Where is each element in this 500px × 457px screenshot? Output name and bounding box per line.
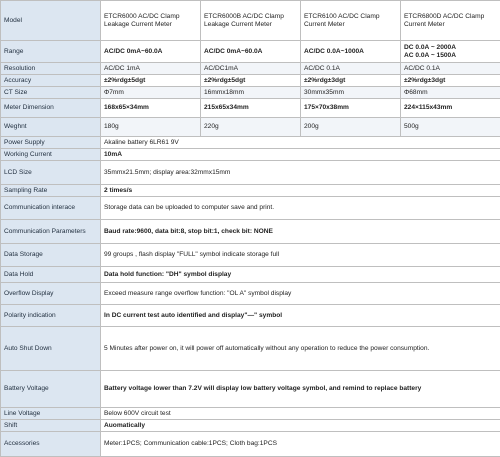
weight-value: 500g [401,118,500,137]
model-name-line1: ETCR6000B AC/DC Clamp [204,13,297,20]
weight-value: 200g [301,118,401,137]
row-label: Communication interace [1,197,101,220]
table-row-lcd-size [1,161,500,185]
range-value: AC/DC 0mA~60.0A [101,41,201,63]
model-name-cell [201,1,301,41]
table-row-ct-size [1,87,500,99]
spec-value: Storage data can be uploaded to computer save and print. [101,197,500,220]
spec-value: Auomatically [101,420,500,432]
ct-size-value: 16mmx18mm [201,87,301,99]
spec-value: Battery voltage lower than 7.2V will display low battery voltage symbol, and remind to replace battery [101,371,500,408]
row-label: LCD Size [1,161,101,185]
spec-value: Akaline battery 6LR61 9V [101,137,500,149]
dimension-value: 168x65×34mm [101,99,201,118]
weight-value: 220g [201,118,301,137]
range-value-dc: DC 0.0A ~ 2000A [404,44,497,51]
row-label: Line Voltage [1,408,101,420]
accuracy-value: ±2%rdg±5dgt [201,75,301,87]
table-row-model [1,1,500,41]
spec-value: 2 times/s [101,185,500,197]
model-name-line2: Current Meter [304,21,397,28]
row-label: Sampling Rate [1,185,101,197]
row-label: Shift [1,420,101,432]
spec-value: In DC current test auto identified and display"—" symbol [101,305,500,327]
spec-value: Below 600V circuit test [101,408,500,420]
row-label: Data Storage [1,244,101,267]
table-row-meter-dimension [1,99,500,118]
table-row-working-current [1,149,500,161]
range-value-ac: AC 0.0A ~ 1500A [404,52,497,59]
model-name-line2: Leakage Current Meter [204,21,297,28]
table-row-resolution [1,63,500,75]
row-label: Range [1,41,101,63]
resolution-value: AC/DC1mA [201,63,301,75]
model-name-line2: Leakage Current Meter [104,21,197,28]
row-label: Weghnt [1,118,101,137]
row-label: CT Size [1,87,101,99]
row-label: Overflow Display [1,283,101,305]
row-label: Data Hold [1,267,101,283]
table-row-accessories [1,432,500,457]
row-label: Meter Dimension [1,99,101,118]
table-row-shift [1,420,500,432]
table-row-data-hold [1,267,500,283]
model-name-line1: ETCR6100 AC/DC Clamp [304,13,397,20]
spec-value: Baud rate:9600, data bit:8, stop bit:1, check bit: NONE [101,220,500,244]
accuracy-value: ±2%rdg±3dgt [401,75,500,87]
range-value: AC/DC 0.0A~1000A [301,41,401,63]
table-row-overflow-display [1,283,500,305]
model-name-cell [401,1,500,41]
model-name-cell [101,1,201,41]
ct-size-value: Φ68mm [401,87,500,99]
model-name-line2: Current Meter [404,21,497,28]
range-value: AC/DC 0mA~60.0A [201,41,301,63]
spec-value: Exceed measure range overflow function: "OL A" symbol display [101,283,500,305]
table-row-power-supply [1,137,500,149]
model-name-line1: ETCR6000 AC/DC Clamp [104,13,197,20]
row-label: Accuracy [1,75,101,87]
row-label: Battery Voltage [1,371,101,408]
accuracy-value: ±2%rdg±5dgt [101,75,201,87]
table-row-polarity-indication [1,305,500,327]
spec-value: 35mmx21.5mm; display area:32mmx15mm [101,161,500,185]
table-row-communication-interface [1,197,500,220]
model-name-cell [301,1,401,41]
row-label: Power Supply [1,137,101,149]
table-row-sampling-rate [1,185,500,197]
ct-size-value: 30mmx35mm [301,87,401,99]
spec-value: Meter:1PCS; Communication cable:1PCS; Cloth bag:1PCS [101,432,500,457]
table-row-auto-shut-down [1,327,500,371]
dimension-value: 175×70x38mm [301,99,401,118]
spec-value: 10mA [101,149,500,161]
table-row-accuracy [1,75,500,87]
ct-size-value: Φ7mm [101,87,201,99]
weight-value: 180g [101,118,201,137]
table-row-battery-voltage [1,371,500,408]
resolution-value: AC/DC 0.1A [401,63,500,75]
dimension-value: 215x65x34mm [201,99,301,118]
spec-value: 5 Minutes after power on, it will power off automatically without any operation to reduce the power consumption. [101,327,500,371]
row-label: Resolution [1,63,101,75]
spec-value: 99 groups , flash display "FULL" symbol indicate storage full [101,244,500,267]
resolution-value: AC/DC 1mA [101,63,201,75]
spec-value: Data hold function: "DH" symbol display [101,267,500,283]
table-row-communication-parameters [1,220,500,244]
dimension-value: 224×115x43mm [401,99,500,118]
row-label: Model [1,1,101,41]
table-row-range [1,41,500,63]
row-label: Auto Shut Down [1,327,101,371]
row-label: Accessories [1,432,101,457]
table-row-weight [1,118,500,137]
table-row-data-storage [1,244,500,267]
model-name-line1: ETCR6800D AC/DC Clamp [404,13,497,20]
accuracy-value: ±2%rdg±3dgt [301,75,401,87]
row-label: Working Current [1,149,101,161]
table-row-line-voltage [1,408,500,420]
row-label: Communication Parameters [1,220,101,244]
resolution-value: AC/DC 0.1A [301,63,401,75]
row-label: Polarity indication [1,305,101,327]
range-value [401,41,500,63]
